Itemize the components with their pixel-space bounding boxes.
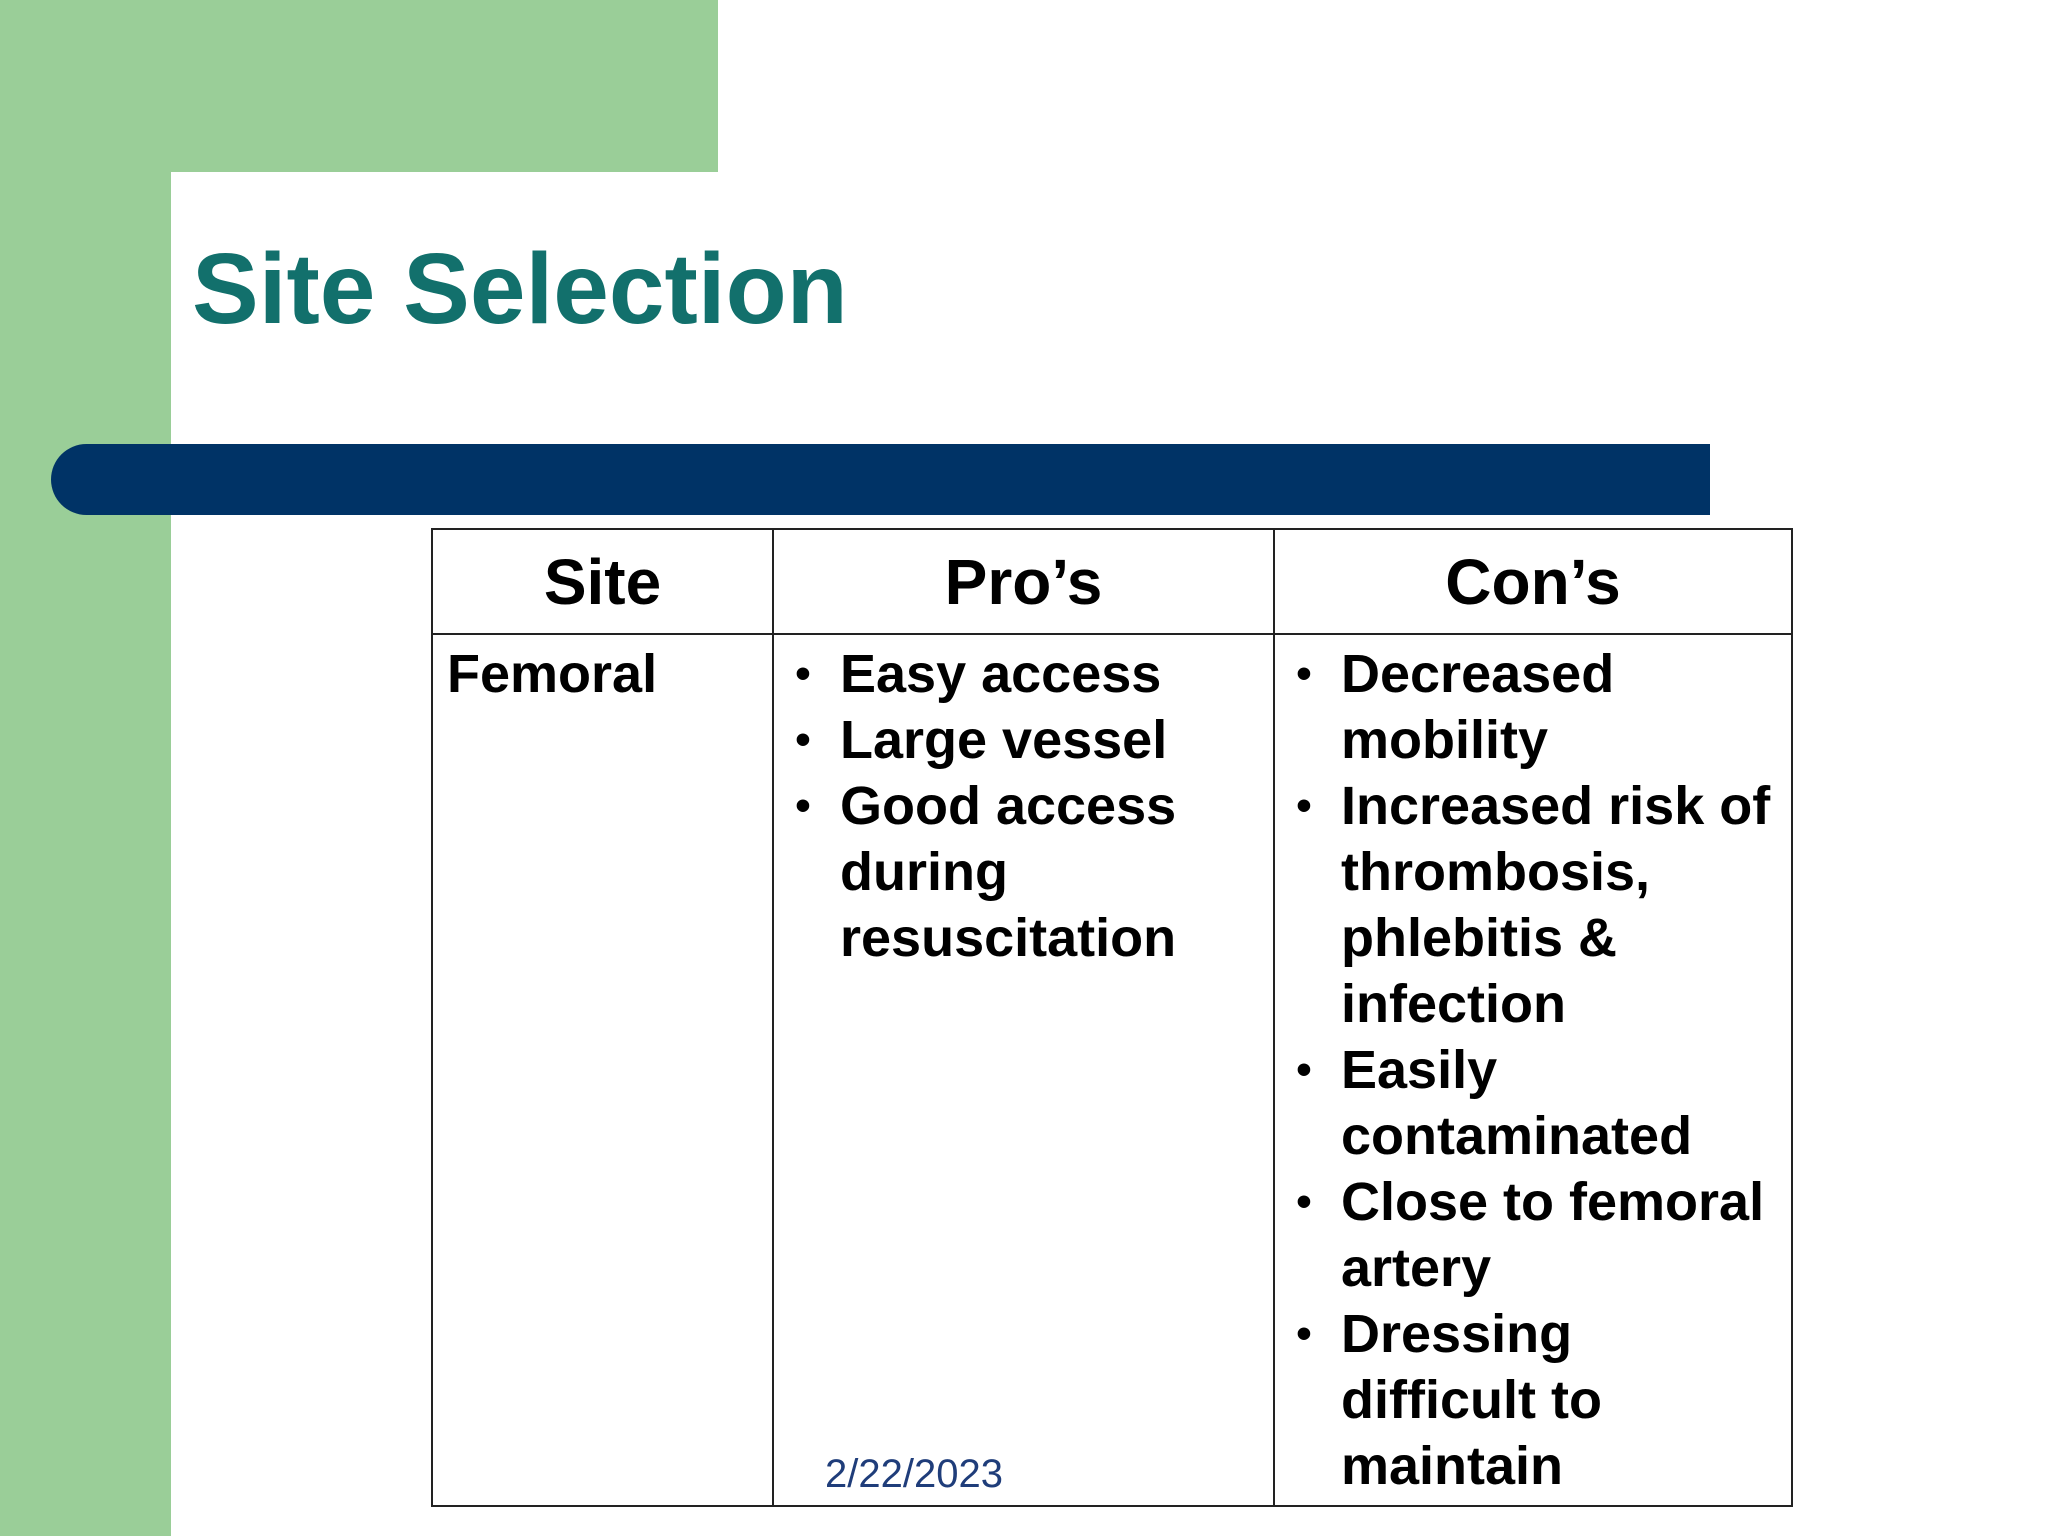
bullet-icon: •: [795, 649, 811, 698]
cons-item-text: Dressing difficult to maintain: [1341, 1304, 1602, 1496]
green-accent-left: [0, 0, 171, 1536]
table-row: [432, 634, 1792, 1506]
cons-item-text: Decreased mobility: [1341, 644, 1615, 770]
cons-item-text: Easily contaminated: [1341, 1040, 1693, 1166]
pros-item: [795, 707, 1259, 773]
slide-date: 2/22/2023: [825, 1452, 1003, 1496]
bullet-icon: •: [795, 715, 811, 764]
bullet-icon: •: [1296, 1309, 1312, 1358]
bullet-icon: •: [1296, 1045, 1312, 1094]
pros-cell: [773, 634, 1274, 1506]
cons-item: [1296, 1037, 1777, 1169]
slide-title: Site Selection: [192, 233, 848, 345]
cons-cell: [1274, 634, 1792, 1506]
cons-item: [1296, 773, 1777, 1037]
cons-item: [1296, 641, 1777, 773]
cons-list: [1289, 641, 1777, 1499]
pros-item: [795, 773, 1259, 971]
bullet-icon: •: [1296, 649, 1312, 698]
pros-item-text: Large vessel: [840, 710, 1168, 770]
pros-item-text: Good access during resuscitation: [840, 776, 1177, 968]
site-cell: Femoral: [432, 634, 773, 1506]
bullet-icon: •: [795, 781, 811, 830]
bullet-icon: •: [1296, 781, 1312, 830]
table-header-row: [432, 529, 1792, 634]
cons-item-text: Close to femoral artery: [1341, 1172, 1765, 1298]
cons-item-text: Increased risk of thrombosis, phlebitis & infection: [1341, 776, 1771, 1034]
header-pros: Pro’s: [773, 529, 1274, 634]
pros-list: [788, 641, 1259, 971]
header-cons: Con’s: [1274, 529, 1792, 634]
cons-item: [1296, 1169, 1777, 1301]
pros-item: [795, 641, 1259, 707]
pros-item-text: Easy access: [840, 644, 1162, 704]
cons-item: [1296, 1301, 1777, 1499]
header-site: Site: [432, 529, 773, 634]
site-selection-table: [431, 528, 1793, 1507]
title-underline-bar: [51, 444, 1710, 515]
bullet-icon: •: [1296, 1177, 1312, 1226]
